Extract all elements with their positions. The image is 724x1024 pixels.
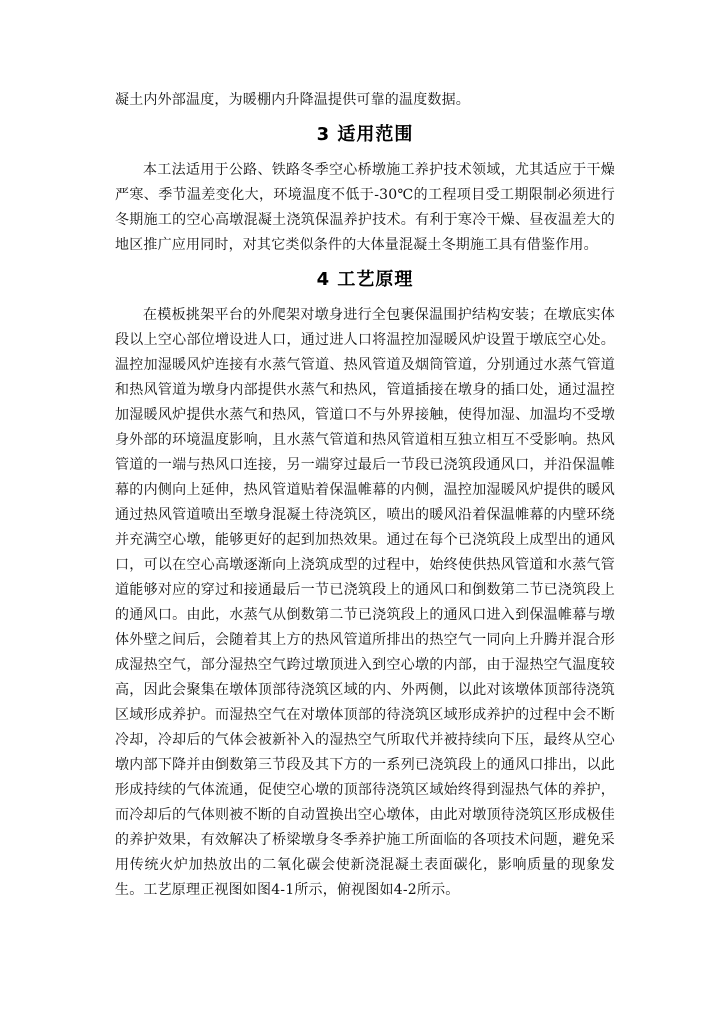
page-content	[115, 88, 615, 903]
section-heading-principle: 4 工艺原理	[316, 269, 414, 290]
section-heading-scope: 3 适用范围	[316, 124, 414, 145]
section-paragraph-scope: 本工法适用于公路、铁路冬季空心桥墩施工养护技术领域，尤其适应于干燥严寒、季节温差变化大，环境温度不低于-30℃的工程项目受工期限制必须进行冬期施工的空心高墩混凝土浇筑保温养护技术。有利于寒冷干燥、昼夜温差大的地区推广应用同时，对其它类似条件的大体量混凝土冬期施工具有借鉴作用。	[115, 162, 615, 253]
continued-paragraph: 凝土内外部温度，为暖棚内升降温提供可靠的温度数据。	[115, 92, 470, 108]
section-paragraph-principle: 在模板挑架平台的外爬架对墩身进行全包裹保温围护结构安装；在墩底实体段以上空心部位增设进人口，通过进人口将温控加湿暖风炉设置于墩底空心处。温控加湿暖风炉连接有水蒸气管道、热风管道及烟筒管道，分别通过水蒸气管道和热风管道为墩身内部提供水蒸气和热风，管道插接在墩身的插口处，通过温控加湿暖风炉提供水蒸气和热风，管道口不与外界接触，使得加湿、加温均不受墩身外部的环境温度影响，且水蒸气管道和热风管道相互独立相互不受影响。热风管道的一端与热风口连接，另一端穿过最后一节段已浇筑段通风口，并沿保温帷幕的内侧向上延伸，热风管道贴着保温帷幕的内侧，温控加湿暖风炉提供的暖风通过热风管道喷出至墩身混凝土待浇筑区，喷出的暖风沿着保温帷幕的内壁环绕并充满空心墩，能够更好的起到加热效果。通过在每个已浇筑段上成型出的通风口，可以在空心高墩逐渐向上浇筑成型的过程中，始终使供热风管道和水蒸气管道能够对应的穿过和接通最后一节已浇筑段上的通风口和倒数第二节已浇筑段上的通风口。由此，水蒸气从倒数第二节已浇筑段上的通风口进入到保温帷幕与墩体外壁之间后，会随着其上方的热风管道所排出的热空气一同向上升腾并混合形成湿热空气，部分湿热空气跨过墩顶进入到空心墩的内部，由于湿热空气温度较高，因此会聚集在墩体顶部待浇筑区域的内、外两侧，以此对该墩体顶部待浇筑区域形成养护。而湿热空气在对墩体顶部的待浇筑区域形成养护的过程中会不断冷却，冷却后的气体会被新补入的湿热空气所取代并被持续向下压，最终从空心墩内部下降并由倒数第三节段及其下方的一系列已浇筑段上的通风口排出，以此形成持续的气体流通，促使空心墩的顶部待浇筑区域始终得到湿热气体的养护，而冷却后的气体则被不断的自动置换出空心墩体，由此对墩顶待浇筑区形成极佳的养护效果，有效解决了桥梁墩身冬季养护施工所面临的各项技术问题，避免采用传统火炉加热放出的二氧化碳会使新浇混凝土表面碳化，影响质量的现象发生。工艺原理正视图如图4-1所示，俯视图如4-2所示。	[115, 307, 615, 898]
